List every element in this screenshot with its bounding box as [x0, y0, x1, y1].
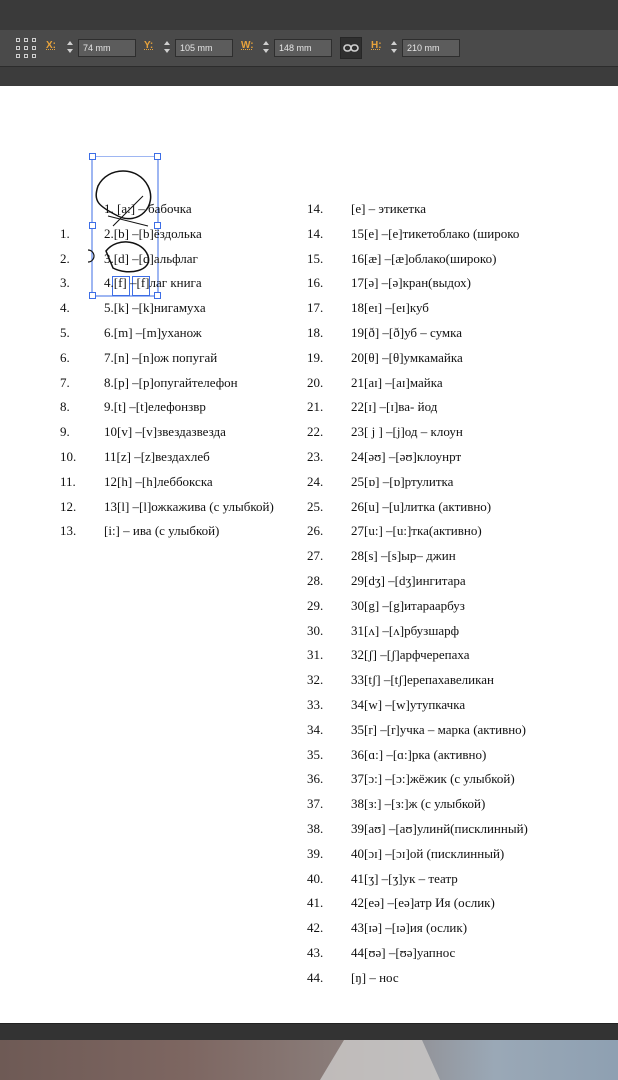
list-item-number: 37.	[307, 796, 324, 812]
list-item-text: 36[ɑ:] –[ɑ:]рка (активно)	[351, 746, 487, 762]
w-field[interactable]: 148 mm	[274, 39, 332, 57]
list-item-text: 35[r] –[r]учка – марка (активно)	[351, 721, 527, 737]
list-item-number: 4.	[60, 300, 70, 316]
h-stepper[interactable]	[388, 39, 400, 57]
list-item-text: 7.[n] –[n]ож попугай	[104, 349, 218, 365]
list-item-text: [ŋ] – нос	[351, 969, 399, 985]
resize-handle[interactable]	[89, 292, 96, 299]
list-item-number: 23.	[307, 449, 324, 464]
list-item-number: 43.	[307, 945, 324, 960]
y-stepper[interactable]	[161, 39, 173, 57]
list-item-text: 12[h] –[h]леббокска	[104, 473, 213, 489]
list-item-number: 24.	[307, 473, 324, 489]
list-item-text: 42[eə] –[eə]атр Ия (ослик)	[351, 895, 495, 911]
y-field[interactable]: 105 mm	[175, 39, 233, 57]
list-item-text: 6.[m] –[m]уханож	[104, 325, 202, 340]
list-item-text: 43[ɪə] –[ɪə]ия (ослик)	[351, 920, 468, 936]
list-item-number: 42.	[307, 920, 324, 936]
list-item-text: 38[з:] –[з:]ж (с улыбкой)	[351, 796, 486, 812]
list-item-number: 26.	[307, 523, 324, 539]
h-label: H:	[371, 40, 382, 51]
document-tab-strip	[0, 67, 618, 85]
list-item-text: [e] – этикетка	[351, 201, 426, 216]
resize-handle[interactable]	[154, 292, 161, 299]
desktop-background	[0, 1040, 618, 1080]
h-field[interactable]: 210 mm	[402, 39, 460, 57]
x-field[interactable]: 74 mm	[78, 39, 136, 57]
list-item-number: 30.	[307, 622, 324, 638]
list-item-number: 3.	[60, 275, 70, 291]
list-item-number: 2.	[60, 250, 70, 266]
resize-handle[interactable]	[89, 153, 96, 160]
list-item-text: 8.[p] –[p]опугайтелефон	[104, 374, 238, 390]
list-item-number: 41.	[307, 895, 324, 911]
list-item-number: 20.	[307, 374, 324, 390]
list-item-text: 40[ɔɪ] –[ɔɪ]ой (писклинный)	[351, 845, 505, 861]
list-item-number: 10.	[60, 449, 77, 464]
list-item-text: 37[ɔ:] –[ɔ:]жёжик (с улыбкой)	[351, 771, 515, 787]
list-item-text: 20[θ] –[θ]умкамайка	[351, 349, 463, 365]
list-item-text: [i:] – ива (с улыбкой)	[104, 523, 220, 539]
list-item-number: 44.	[307, 969, 324, 985]
w-label: W:	[241, 40, 254, 51]
constrain-proportions-button[interactable]	[340, 37, 362, 59]
list-item-text: 34[w] –[w]утупкачка	[351, 697, 466, 712]
list-item-number: 19.	[307, 349, 324, 365]
document-page	[0, 86, 618, 1023]
list-item-text: 11[z] –[z]вездахлеб	[104, 449, 210, 464]
list-item-text: 2.[b] –[b]ёздолька	[104, 225, 202, 241]
list-item-text: 24[əʊ] –[əʊ]клоунрт	[351, 449, 462, 464]
chain-link-icon	[341, 38, 361, 58]
list-item-number: 27.	[307, 548, 324, 564]
list-item-text: 29[dʒ] –[dʒ]ингитара	[351, 573, 466, 588]
list-item-number: 38.	[307, 821, 324, 836]
list-item-number: 6.	[60, 349, 70, 365]
list-item-text: 15[e] –[e]тикетоблако (широко	[351, 225, 520, 241]
list-item-text: 27[u:] –[u:]тка(активно)	[351, 523, 482, 539]
x-label: X:	[46, 40, 56, 51]
list-item-number: 11.	[60, 473, 76, 489]
list-item-text: 30[g] –[g]итараарбуз	[351, 597, 465, 613]
list-item-number: 5.	[60, 325, 70, 340]
list-item-text: 16[æ] –[æ]облако(широко)	[351, 250, 497, 266]
list-item-number: 25.	[307, 498, 324, 514]
list-item-text: 19[ð] –[ð]уб – сумка	[351, 325, 463, 340]
list-item-number: 40.	[307, 870, 324, 886]
list-item-text: 23[ j ] –[j]од – клоун	[351, 424, 463, 440]
list-item-text: 44[ʊə] –[ʊə]уапнос	[351, 945, 456, 960]
status-bar	[0, 1023, 618, 1041]
list-item-text: 18[eɪ] –[eɪ]куб	[351, 300, 429, 316]
list-item-text: 4.[f] –[f]лаг книга	[104, 275, 202, 291]
list-item-text: 26[u] –[u]литка (активно)	[351, 498, 492, 514]
list-item-text: 21[aɪ] –[aɪ]майка	[351, 374, 443, 390]
list-item-number: 16.	[307, 275, 324, 291]
list-item-number: 35.	[307, 746, 324, 762]
list-item-number: 36.	[307, 771, 324, 787]
list-item-number: 39.	[307, 845, 324, 861]
reference-point-icon[interactable]	[16, 38, 36, 58]
list-item-text: 1. [a:] – бабочка	[104, 201, 192, 216]
list-item-number: 22.	[307, 424, 324, 440]
list-item-text: 5.[k] –[k]нигамуха	[104, 300, 206, 316]
list-item-text: 3.[d] –[d]альфлаг	[104, 250, 198, 266]
w-stepper[interactable]	[260, 39, 272, 57]
list-item-number: 31.	[307, 647, 324, 663]
list-item-number: 13.	[60, 523, 77, 539]
application-bar	[0, 0, 618, 30]
list-item-text: 17[ə] –[ə]кран(выдох)	[351, 275, 471, 291]
list-item-text: 31[ʌ] –[ʌ]рбузшарф	[351, 622, 460, 638]
list-item-number: 9.	[60, 424, 70, 440]
list-item-text: 28[s] –[s]ыр– джин	[351, 548, 456, 564]
list-item-number: 28.	[307, 573, 324, 588]
list-item-number: 21.	[307, 399, 324, 415]
list-item-text: 33[tʃ] –[tʃ]ерепахавеликан	[351, 672, 494, 688]
list-item-text: 22[ɪ] –[ɪ]ва- йод	[351, 399, 438, 415]
list-item-number: 29.	[307, 597, 324, 613]
list-item-text: 25[ɒ] –[ɒ]ртулитка	[351, 473, 454, 489]
list-item-text: 39[aʊ] –[aʊ]улинй(писклинный)	[351, 821, 528, 836]
list-item-number: 14.	[307, 225, 324, 241]
list-item-text: 10[v] –[v]звездазвезда	[104, 424, 226, 440]
list-item-text: 9.[t] –[t]елефонзвр	[104, 399, 206, 415]
list-item-number: 18.	[307, 325, 324, 340]
list-item-number: 1.	[60, 225, 70, 241]
list-item-number: 15.	[307, 250, 324, 266]
list-item-number: 14.	[307, 201, 324, 216]
list-item-number: 32.	[307, 672, 324, 688]
list-item-number: 8.	[60, 399, 70, 415]
list-item-number: 7.	[60, 374, 70, 390]
list-item-text: 32[ʃ] –[ʃ]арфчерепаха	[351, 647, 470, 663]
list-item-text: 41[ʒ] –[ʒ]ук – театр	[351, 870, 458, 886]
list-item-number: 33.	[307, 697, 324, 712]
list-item-number: 12.	[60, 498, 77, 514]
list-item-number: 17.	[307, 300, 324, 316]
x-stepper[interactable]	[64, 39, 76, 57]
list-item-number: 34.	[307, 721, 324, 737]
y-label: Y:	[144, 40, 154, 51]
list-item-text: 13[l] –[l]ожкажива (с улыбкой)	[104, 498, 274, 514]
resize-handle[interactable]	[154, 153, 161, 160]
